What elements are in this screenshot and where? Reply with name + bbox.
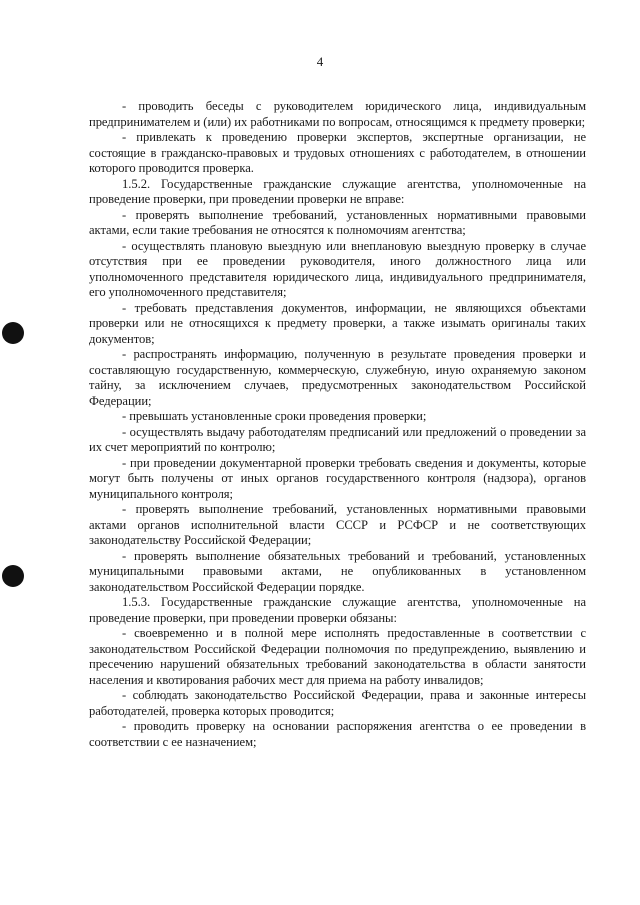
paragraph-documentary-check: - при проведении документарной проверки требовать сведения и документы, которые могут быть получены от иных органов государственного контроля (надзора), органов муниципального контроля;	[89, 455, 586, 501]
paragraph-demand-documents: - требовать представления документов, информации, не являющихся объектами проверки или не относящихся к предмету проверки, а также изымать оригиналы таких документов;	[89, 300, 586, 346]
section-heading-1-5-2: 1.5.2. Государственные гражданские служащие агентства, уполномоченные на проведение проверки, при проведении проверки не вправе:	[89, 176, 586, 206]
binder-hole-top	[2, 322, 24, 344]
paragraph-engage-experts: - привлекать к проведению проверки экспертов, экспертные организации, не состоящие в гражданско-правовых и трудовых отношениях с работодателем, в отношении которого проводится проверка.	[89, 130, 586, 175]
paragraph-issue-orders: - осуществлять выдачу работодателям предписаний или предложений о проведении за их счет мероприятий по контролю;	[89, 424, 586, 454]
paragraph-ussr-acts: - проверять выполнение требований, установленных нормативными правовыми актами органов исполнительной власти СССР и РСФСР и не соответствующих законодательству Российской Федерации;	[89, 502, 586, 547]
paragraph-exercise-powers: - своевременно и в полной мере исполнять предоставленные в соответствии с законодательством Российской Федерации полномочия по предупреждению, выявлению и пресечению нарушений обязательных требований законодательства в области занятости населения и квотирования рабочих мест для приема на работу инвалидов;	[89, 626, 586, 687]
paragraph-conduct-on-order: - проводить проверку на основании распоряжения агентства о ее проведении в соответствии с ее назначением;	[89, 719, 586, 749]
paragraph-disseminate-information: - распространять информацию, полученную в результате проведения проверки и составляющую государственную, коммерческую, служебную, иную охраняемую законом тайну, за исключением случаев, предусмотренных законодательством Российской Федерации;	[89, 347, 586, 408]
paragraph-exceed-deadlines: - превышать установленные сроки проведения проверки;	[122, 409, 427, 423]
paragraph-check-requirements: - проверять выполнение требований, установленных нормативными правовыми актами, если такие требования не относятся к полномочиям агентства;	[89, 207, 586, 237]
section-heading-1-5-3: 1.5.3. Государственные гражданские служащие агентства, уполномоченные на проведение проверки, при проведении проверки обязаны:	[89, 595, 586, 625]
page-number: 4	[316, 54, 324, 69]
binder-hole-bottom	[2, 565, 24, 587]
paragraph-onsite-inspection: - осуществлять плановую выездную или внеплановую выездную проверку в случае отсутствия при ее проведении руководителя, иного должностного лица или уполномоченного представителя юридического лица, индивидуального предпринимателя, его уполномоченного представителя;	[89, 238, 586, 299]
paragraph-municipal-acts: - проверять выполнение обязательных требований и требований, установленных муниципальными правовыми актами, не опубликованных в установленном законодательством Российской Федерации порядке.	[89, 548, 586, 594]
paragraph-conduct-interviews: - проводить беседы с руководителем юридического лица, индивидуальным предпринимателем и (или) их работниками по вопросам, относящимся к предмету проверки;	[89, 99, 586, 129]
paragraph-observe-legislation: - соблюдать законодательство Российской Федерации, права и законные интересы работодателей, проверка которых проводится;	[89, 688, 586, 718]
document-body	[89, 99, 586, 750]
